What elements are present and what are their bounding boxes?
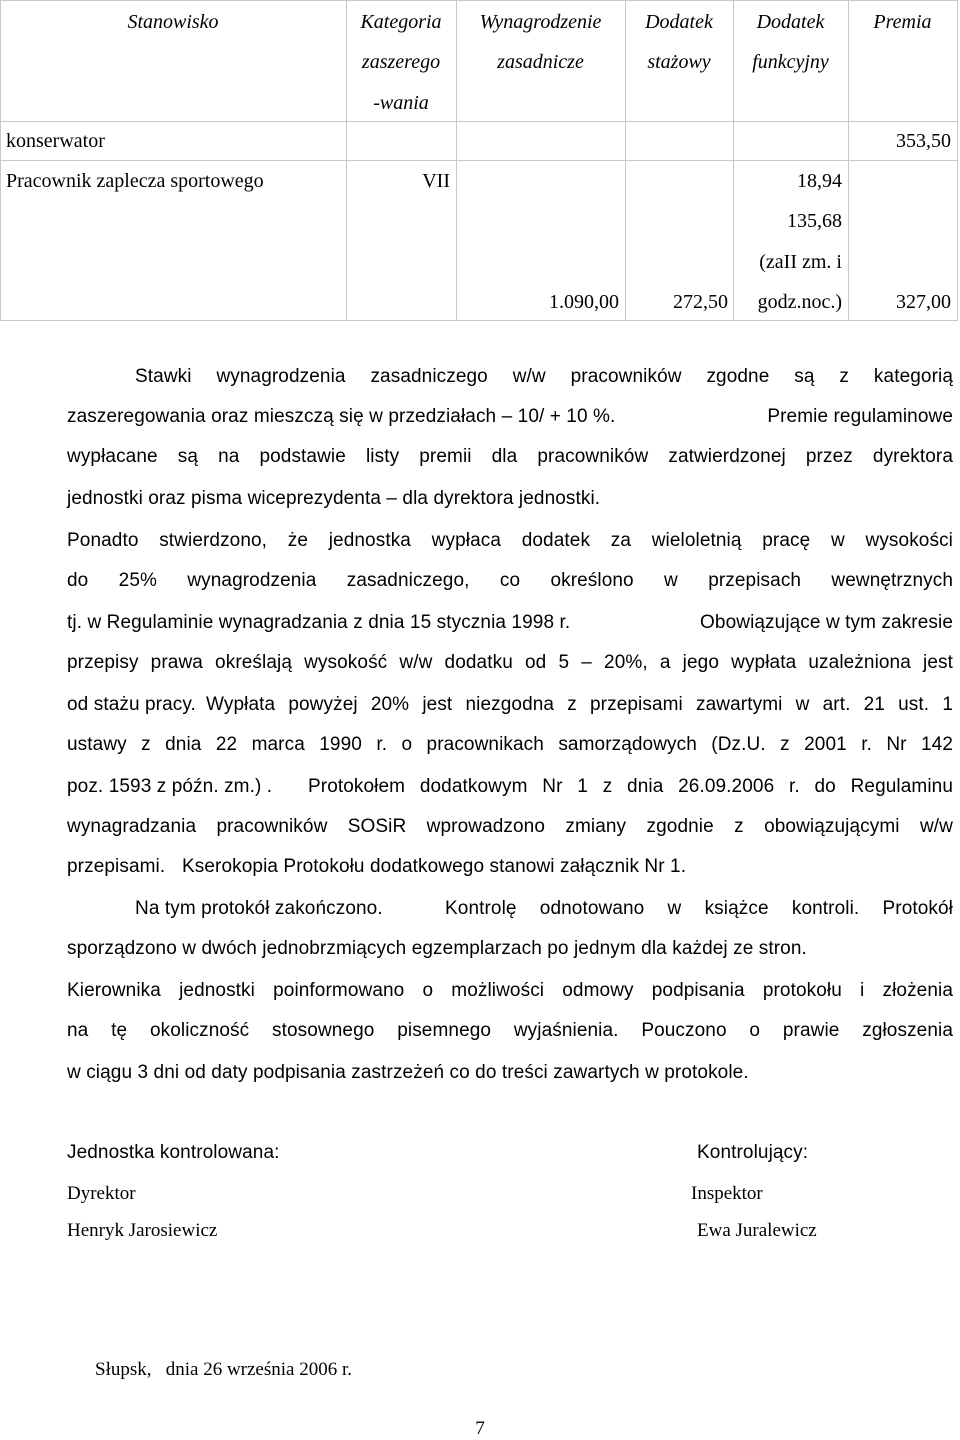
table-border-bottom [0,320,958,321]
signature-right-label: Kontrolujący: [697,1142,809,1163]
text-line: Kserokopia Protokołu dodatkowego stanowi załącznik Nr 1. [182,856,687,877]
table-border-top [0,0,958,1]
header-funkcyjny-line1: Dodatek [756,11,825,33]
text-line: do 25% wynagrodzenia zasadniczego, co określono w przepisach wewnętrznych [67,570,953,591]
text-line: Na tym protokół zakończono. [135,898,383,919]
cell-premia-row1: 353,50 [896,130,951,152]
text-line: w ciągu 3 dni od daty podpisania zastrzeżeń co do treści zawartych w protokole. [67,1062,749,1083]
signature-right-name: Ewa Juralewicz [697,1220,817,1241]
text-line: Kontrolę odnotowano w książce kontroli. Protokół [445,898,953,919]
header-kategoria-line2: zaszerego [361,51,441,73]
header-wynagrodzenie-line2: zasadnicze [497,51,584,73]
text-line: wynagradzania pracowników SOSiR wprowadzono zmiany zgodnie z obowiązującymi w/w [67,816,953,837]
text-line: Protokołem dodatkowym Nr 1 z dnia 26.09.2006 r. do Regulaminu [308,776,953,797]
text-line: Ponadto stwierdzono, że jednostka wypłaca dodatek za wieloletnią pracę w wysokości [67,530,953,551]
text-line: jednostki oraz pisma wiceprezydenta – dla dyrektora jednostki. [67,488,601,509]
salary-table [0,0,958,321]
row-divider [0,160,958,161]
text-line: zaszeregowania oraz mieszczą się w przedziałach – 10/ + 10 %. [67,406,616,427]
text-line: Wypłata powyżej 20% jest niezgodna z przepisami zawartymi w art. 21 ust. 1 [206,694,953,715]
text-line: Premie regulaminowe [767,406,953,427]
cell-stazowy-row2: 272,50 [673,291,728,313]
text-line: poz. 1593 z późn. zm.) . [67,776,273,797]
text-line: Kierownika jednostki poinformowano o możliwości odmowy podpisania protokołu i złożenia [67,980,953,1001]
text-line: Stawki wynagrodzenia zasadniczego w/w pracowników zgodne są z kategorią [135,366,953,387]
header-wynagrodzenie-line1: Wynagrodzenie [479,11,602,33]
signature-left-role: Dyrektor [67,1183,136,1204]
place-date: Słupsk, dnia 26 września 2006 r. [95,1359,353,1380]
header-stazowy-line1: Dodatek [645,11,713,33]
header-kategoria-line1: Kategoria [360,11,442,33]
header-premia: Premia [873,11,932,33]
cell-kategoria-row2: VII [422,170,450,192]
signature-left-label: Jednostka kontrolowana: [67,1142,280,1163]
cell-stanowisko-pracownik: Pracownik zaplecza sportowego [6,170,264,192]
cell-premia-row2: 327,00 [896,291,951,313]
cell-funkcyjny-row2-line3: (zaII zm. i [759,251,842,273]
cell-wynagrodzenie-row2: 1.090,00 [549,291,619,313]
text-line: Obowiązujące w tym zakresie [700,612,953,633]
cell-funkcyjny-row2-line4: godz.noc.) [757,291,842,313]
signature-left-name: Henryk Jarosiewicz [67,1220,218,1241]
cell-funkcyjny-row2-line2: 135,68 [787,210,842,232]
text-line: od stażu pracy. [67,694,196,715]
page-number: 7 [475,1418,485,1439]
text-line: ustawy z dnia 22 marca 1990 r. o pracownikach samorządowych (Dz.U. z 2001 r. Nr 142 [67,734,953,755]
text-line: sporządzono w dwóch jednobrzmiących egzemplarzach po jednym dla każdej ze stron. [67,938,807,959]
cell-funkcyjny-row2-line1: 18,94 [797,170,842,192]
text-line: przepisy prawa określają wysokość w/w dodatku od 5 – 20%, a jego wypłata uzależniona jest [67,652,953,673]
text-line: wypłacane są na podstawie listy premii dla pracowników zatwierdzonej przez dyrektora [67,446,953,467]
text-line: tj. w Regulaminie wynagradzania z dnia 15 stycznia 1998 r. [67,612,571,633]
text-line: na tę okoliczność stosownego pisemnego wyjaśnienia. Pouczono o prawie zgłoszenia [67,1020,953,1041]
header-kategoria-line3: -wania [373,92,429,114]
signature-right-role: Inspektor [691,1183,763,1204]
header-stanowisko: Stanowisko [127,11,219,33]
header-funkcyjny-line2: funkcyjny [752,51,829,73]
header-stazowy-line2: stażowy [647,51,711,73]
text-line: przepisami. [67,856,166,877]
cell-stanowisko-konserwator: konserwator [6,130,105,152]
row-divider [0,121,958,122]
